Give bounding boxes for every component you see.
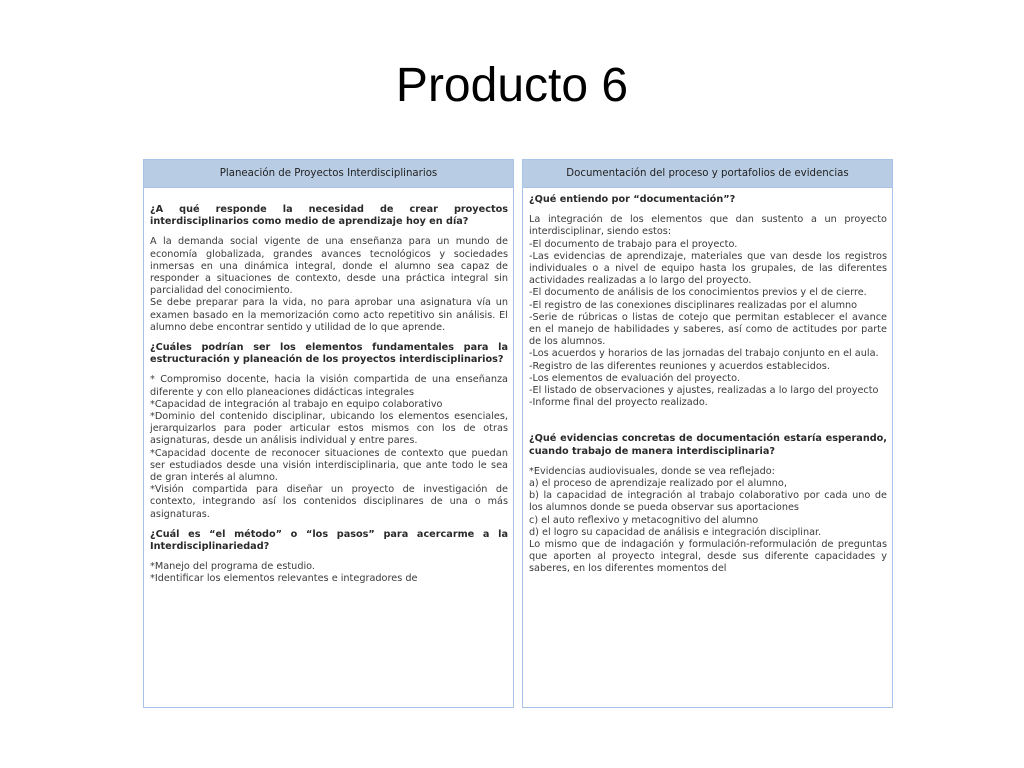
question-heading: ¿Qué evidencias concretas de documentación estaría esperando, cuando trabajo de manera interdisciplinaria? xyxy=(529,433,887,457)
paragraph: -El registro de las conexiones disciplinares realizadas por el alumno xyxy=(529,299,858,311)
right-panel xyxy=(522,159,893,708)
paragraph: -El documento de trabajo para el proyecto. xyxy=(529,238,738,250)
paragraph: -Registro de las diferentes reuniones y acuerdos establecidos. xyxy=(529,360,830,372)
question-heading: ¿Qué entiendo por “documentación”? xyxy=(529,194,736,205)
right-panel-header: Documentación del proceso y portafolios de evidencias xyxy=(523,160,892,188)
paragraph: b) la capacidad de integración al trabajo colaborativo por cada uno de los alumnos donde se pueda observar sus aportaciones xyxy=(529,490,887,514)
paragraph: *Identificar los elementos relevantes e integradores de xyxy=(150,573,418,585)
paragraph: -Informe final del proyecto realizado. xyxy=(529,397,708,409)
left-panel xyxy=(143,159,514,708)
question-heading: ¿A qué responde la necesidad de crear proyectos interdisciplinarios como medio de aprendizaje hoy en día? xyxy=(150,204,508,228)
right-panel-body xyxy=(523,188,892,576)
question-heading: ¿Cuál es “el método” o “los pasos” para acercarme a la Interdisciplinariedad? xyxy=(150,528,508,553)
paragraph: *Visión compartida para diseñar un proyecto de investigación de contexto, integrando así los contenidos disciplinares de una o más asignaturas. xyxy=(150,484,508,520)
paragraph: -Las evidencias de aprendizaje, materiales que van desde los registros individuales o a nivel de equipo hasta los grupales, de las diferentes actividades realizadas a lo largo del proyecto. xyxy=(529,250,887,287)
paragraph: d) el logro su capacidad de análisis e integración disciplinar. xyxy=(529,526,822,538)
paragraph: La integración de los elementos que dan sustento a un proyecto interdisciplinar, siendo estos: xyxy=(529,214,887,238)
slide-title: Producto 6 xyxy=(395,59,629,112)
paragraph: -Los acuerdos y horarios de las jornadas del trabajo conjunto en el aula. xyxy=(529,348,879,360)
paragraph: Lo mismo que de indagación y formulación-reformulación de preguntas que aporten al proyecto integral, desde sus diferente capacidades y saberes, en los diferentes momentos del xyxy=(529,539,887,575)
paragraph: * Compromiso docente, hacia la visión compartida de una enseñanza diferente y con ello planeaciones didácticas integrales xyxy=(150,374,508,398)
paragraph: c) el auto reflexivo y metacognitivo del alumno xyxy=(529,514,759,526)
paragraph: *Evidencias audiovisuales, donde se vea reflejado: xyxy=(529,465,775,477)
paragraph: *Capacidad de integración al trabajo en equipo colaborativo xyxy=(150,398,443,410)
paragraph: *Capacidad docente de reconocer situaciones de contexto que puedan ser estudiados desde una visión interdisciplinaria, que ante todo le sea de gran interés al alumno. xyxy=(150,447,508,484)
paragraph: a) el proceso de aprendizaje realizado por el alumno, xyxy=(529,478,787,490)
paragraph: -El listado de observaciones y ajustes, realizadas a lo largo del proyecto xyxy=(529,385,879,397)
paragraph: *Manejo del programa de estudio. xyxy=(150,561,315,573)
question-heading: ¿Cuáles podrían ser los elementos fundamentales para la estructuración y planeación de los proyectos interdisciplinarios? xyxy=(150,342,508,366)
paragraph: Se debe preparar para la vida, no para aprobar una asignatura vía un examen basado en la memorización como acto repetitivo sin análisis. El alumno debe encontrar sentido y utilidad de lo que aprende. xyxy=(150,297,508,333)
paragraph: -Serie de rúbricas o listas de cotejo que permitan establecer el avance en el manejo de habilidades y saberes, así como de actitudes por parte de los alumnos. xyxy=(529,311,887,348)
paragraph: -Los elementos de evaluación del proyecto. xyxy=(529,372,740,384)
left-panel-header: Planeación de Proyectos Interdisciplinarios xyxy=(144,160,513,188)
paragraph: A la demanda social vigente de una enseñanza para un mundo de economía globalizada, grandes avances tecnológicos y sociedades inmersas en una dinámica integral, donde el alumno sea capaz de responder a situaciones de contexto, desde una práctica integral sin parcialidad del conocimiento. xyxy=(150,236,508,297)
paragraph: -El documento de análisis de los conocimientos previos y el de cierre. xyxy=(529,287,867,299)
left-panel-body xyxy=(144,188,513,586)
paragraph: *Dominio del contenido disciplinar, ubicando los elementos esenciales, jerarquizarlos para poder articular estos mismos con los de otras asignaturas, desde un análisis individual y entre pares. xyxy=(150,411,508,447)
